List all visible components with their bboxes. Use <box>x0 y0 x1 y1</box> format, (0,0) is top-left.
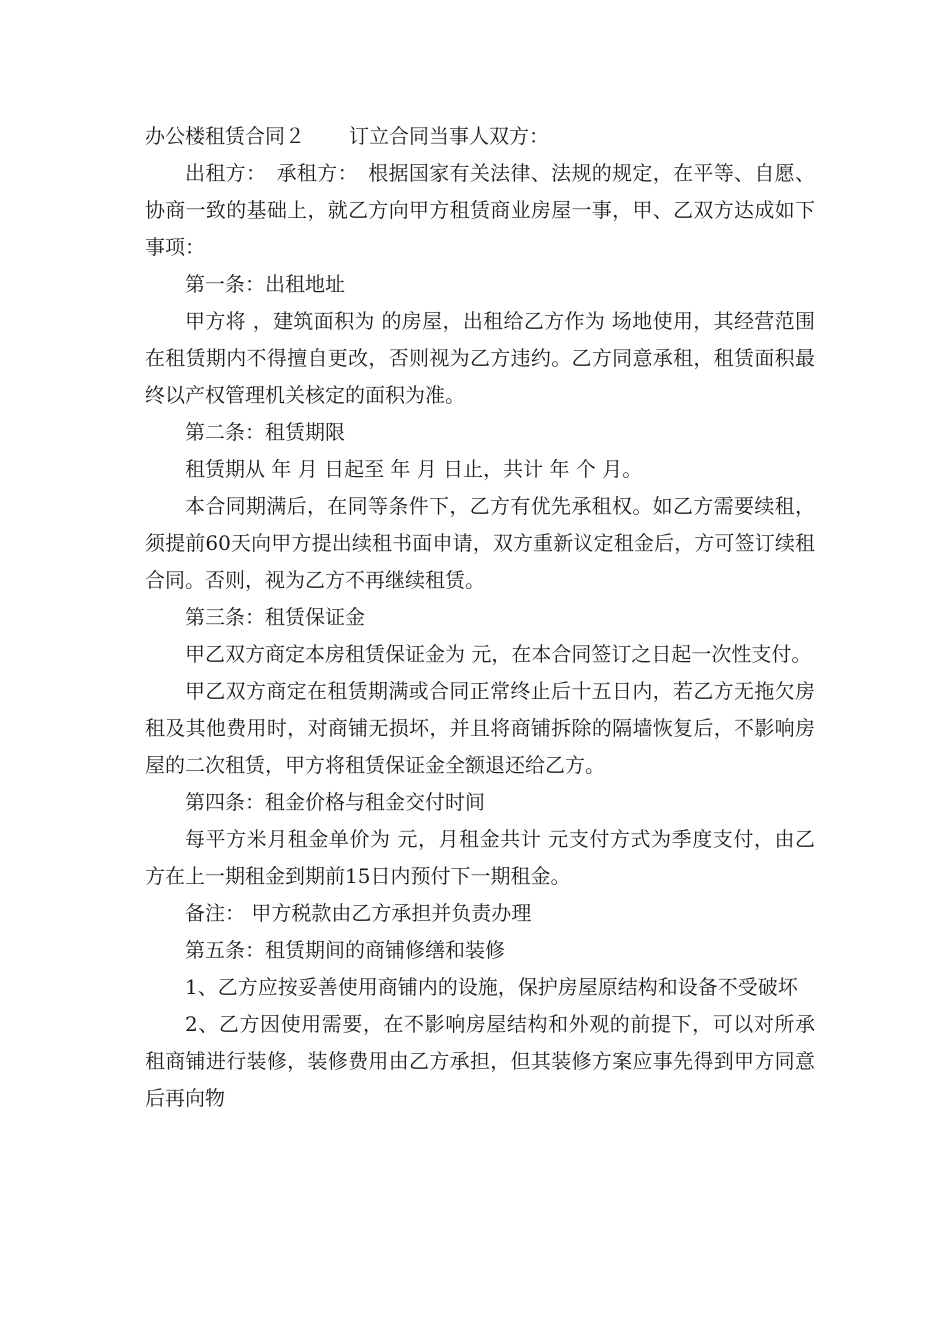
article-2-renewal: 本合同期满后，在同等条件下，乙方有优先承租权。如乙方需要续租，须提前60天向甲方提出续租书面申请，双方重新议定租金后，方可签订续租合同。否则，视为乙方不再继续租赁。 <box>145 494 815 592</box>
document-body <box>145 118 815 1117</box>
article-3-refund: 甲乙双方商定在租赁期满或合同正常终止后十五日内，若乙方无拖欠房租及其他费用时，对商铺无损坏，并且将商铺拆除的隔墙恢复后，不影响房屋的二次租赁，甲方将租赁保证金全额退还给乙方。 <box>145 679 815 777</box>
article-3-heading: 第三条：租赁保证金 <box>185 605 365 629</box>
article-5-item-1: 1、乙方应按妥善使用商铺内的设施，保护房屋原结构和设备不受破坏 <box>185 975 798 999</box>
article-5-heading: 第五条：租赁期间的商铺修缮和装修 <box>185 938 505 962</box>
paragraph-parties: 出租方： 承租方： 根据国家有关法律、法规的规定，在平等、自愿、协商一致的基础上，就乙方向甲方租赁商业房屋一事，甲、乙双方达成如下事项： <box>145 161 815 259</box>
document-title: 办公楼租赁合同２ <box>145 124 305 148</box>
article-4-heading: 第四条：租金价格与租金交付时间 <box>185 790 485 814</box>
document-title-suffix: 订立合同当事人双方： <box>349 124 549 148</box>
article-4-body: 每平方米月租金单价为 元，月租金共计 元支付方式为季度支付，由乙方在上一期租金到期前15日内预付下一期租金。 <box>145 827 815 888</box>
article-3-body: 甲乙双方商定本房租赁保证金为 元，在本合同签订之日起一次性支付。 <box>185 642 812 666</box>
article-1-body: 甲方将 ，建筑面积为 的房屋，出租给乙方作为 场地使用，其经营范围在租赁期内不得擅自更改，否则视为乙方违约。乙方同意承租，租赁面积最终以产权管理机关核定的面积为准。 <box>145 309 815 407</box>
article-5-item-2: 2、乙方因使用需要，在不影响房屋结构和外观的前提下，可以对所承租商铺进行装修，装修费用由乙方承担，但其装修方案应事先得到甲方同意后再向物 <box>145 1012 815 1110</box>
article-2-body: 租赁期从 年 月 日起至 年 月 日止，共计 年 个 月。 <box>185 457 643 481</box>
article-1-heading: 第一条：出租地址 <box>185 272 345 296</box>
article-2-heading: 第二条：租赁期限 <box>185 420 345 444</box>
document-title-line <box>145 118 815 155</box>
remark: 备注： 甲方税款由乙方承担并负责办理 <box>185 901 532 925</box>
